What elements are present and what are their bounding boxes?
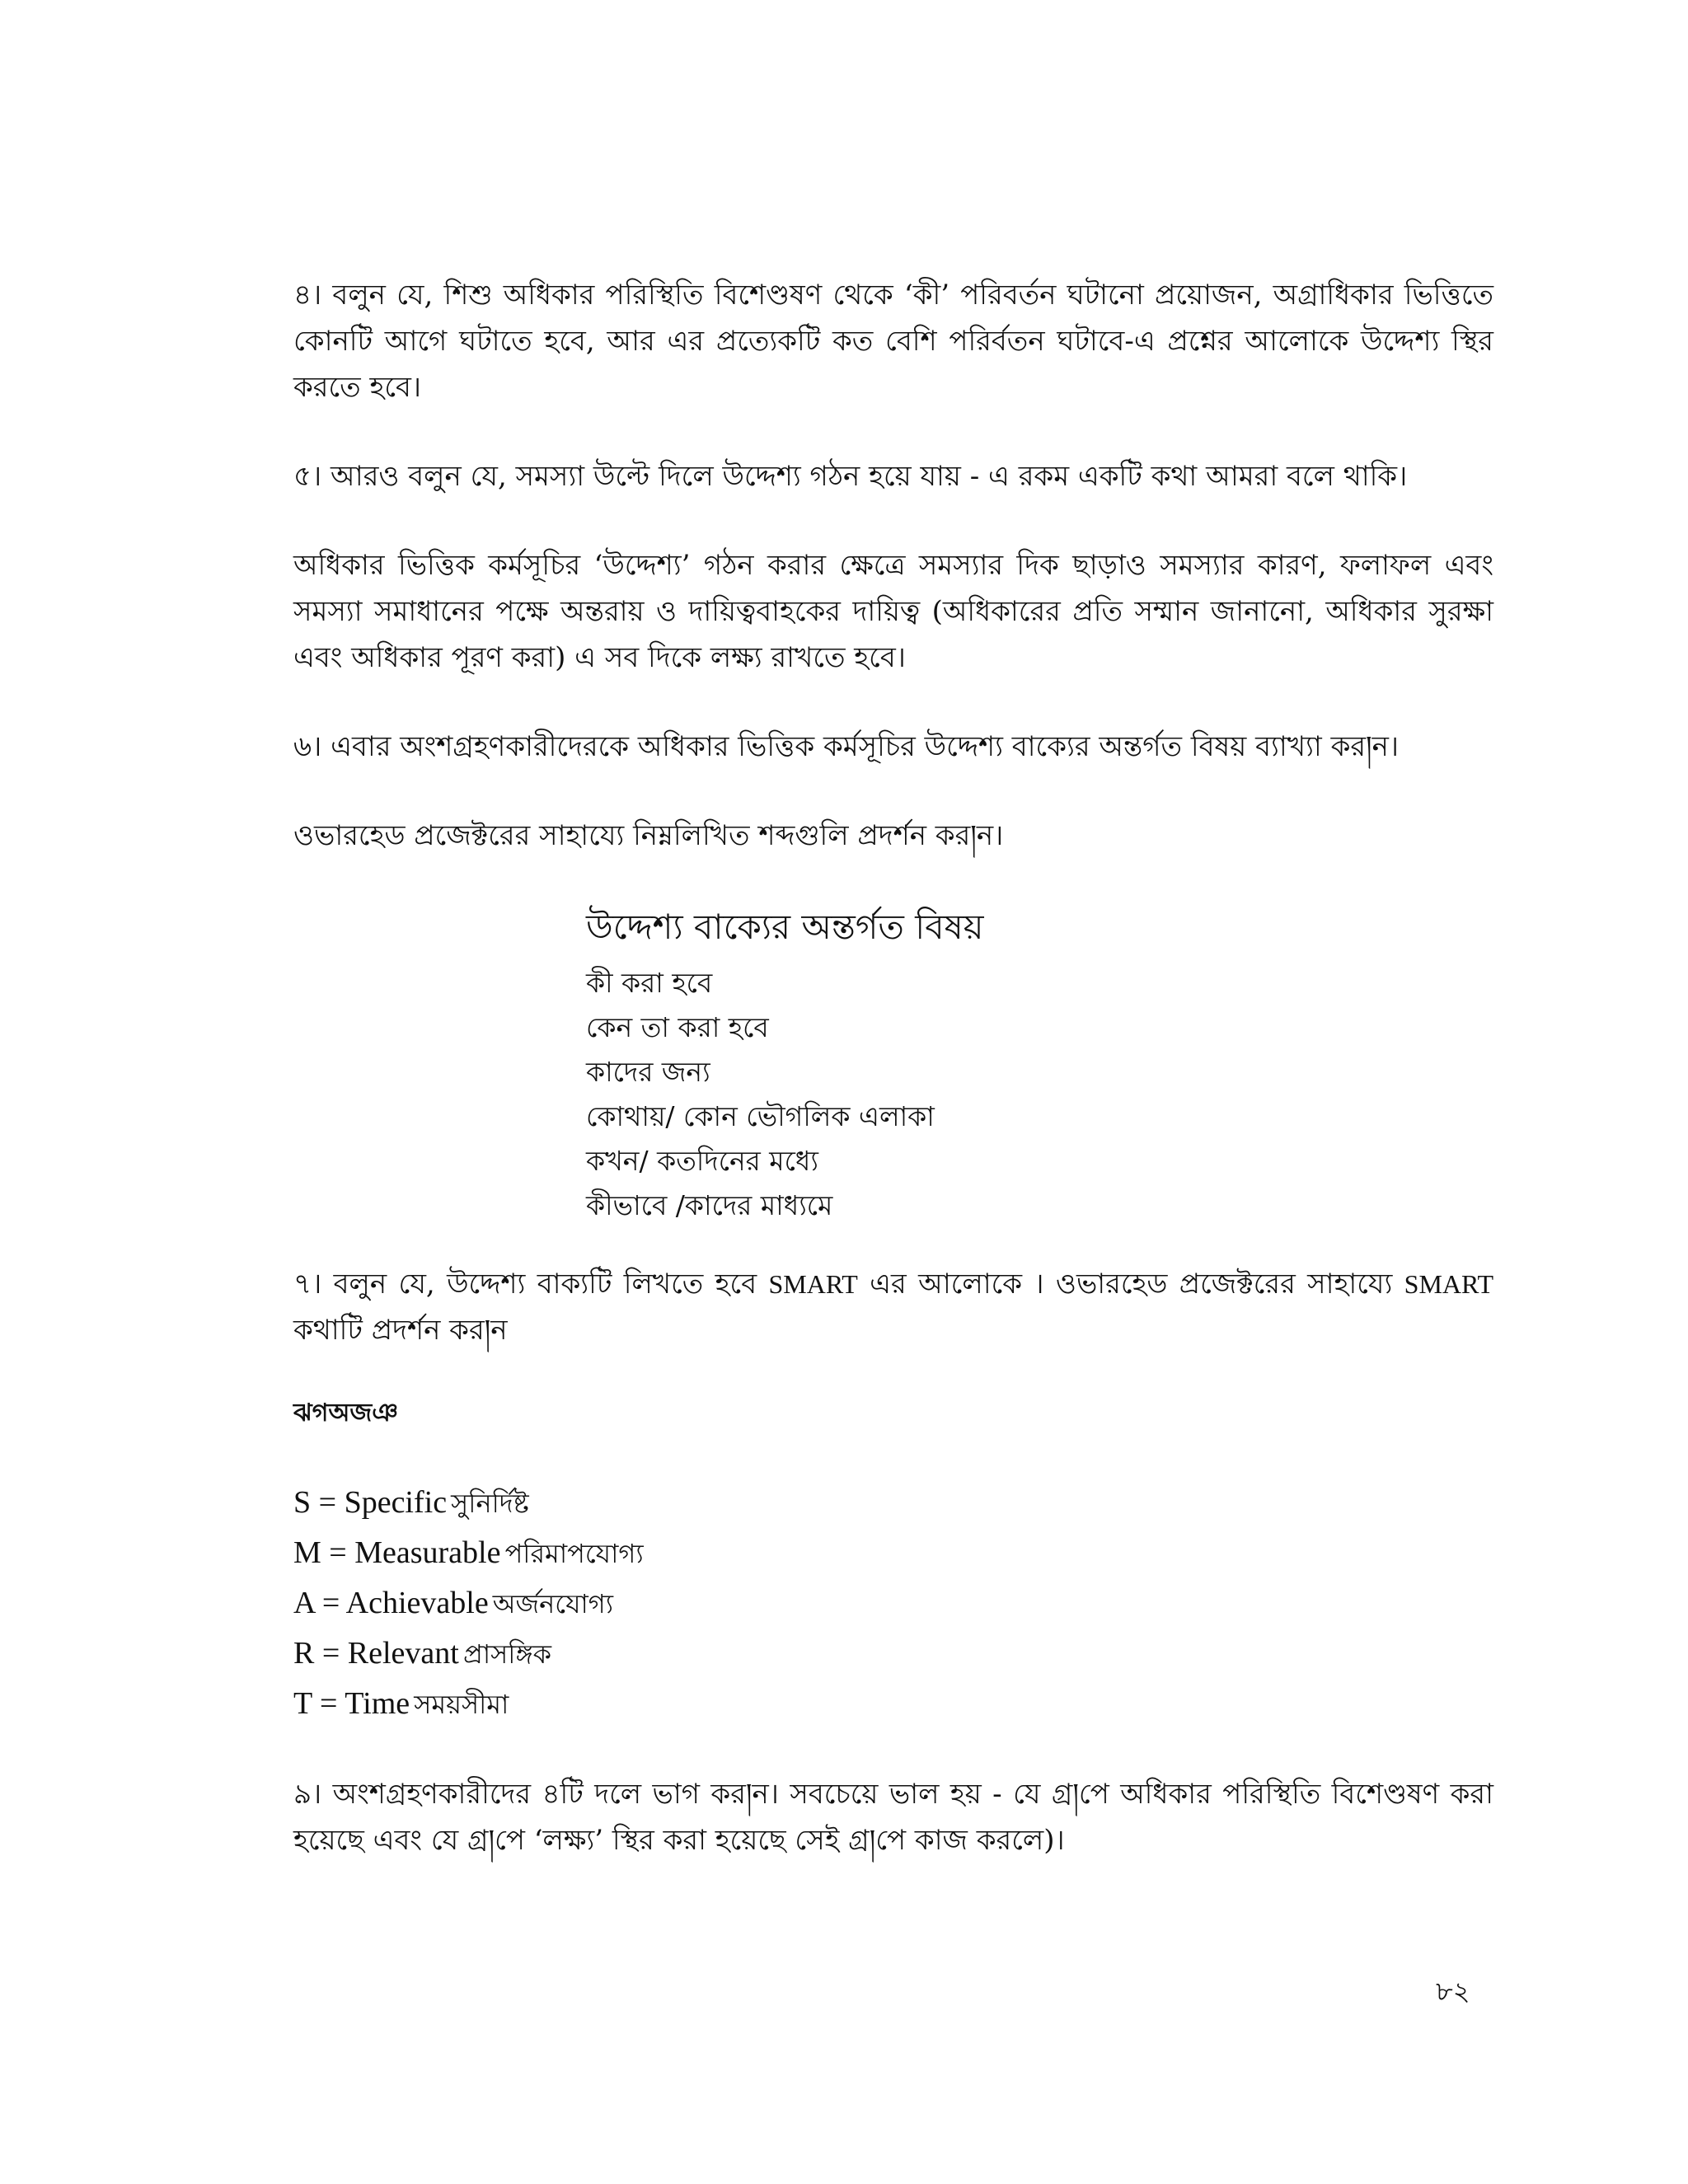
paragraph-7-text: এর আলোকে । ওভারহেড প্রজেক্টরের সাহায্যে (857, 1268, 1404, 1301)
paragraph-projector: ওভারহেড প্রজেক্টরের সাহায্যে নিম্নলিখিত শব্দগুলি প্রদর্শন কর།ন। (293, 819, 1004, 852)
smart-row (293, 1631, 1493, 1681)
box-item: কখন/ কতদিনের মধ্যে (586, 1145, 818, 1177)
smart-translation: সময়সীমা (414, 1689, 509, 1720)
smart-row (293, 1581, 1493, 1631)
smart-translation: প্রাসঙ্গিক (462, 1638, 552, 1670)
paragraph-7 (293, 1261, 1493, 1353)
paragraph-7-text: ৭। বলুন যে, উদ্দেশ্য বাক্যটি লিখতে হবে (293, 1268, 769, 1301)
smart-translation: পরিমাপযোগ্য (504, 1538, 644, 1569)
paragraph-9: ৯। অংশগ্রহণকারীদের ৪টি দলে ভাগ কর།ন। সবচেয়ে ভাল হয় - যে গ্র།পে অধিকার পরিস্থিতি বিশেণ্ডষণ করা হয়েছে এবং যে গ্র།পে ‘লক্ষ্য’ স্থির করা হয়েছে সেই গ্র།পে কাজ করলে)। (293, 1778, 1493, 1857)
smart-word: SMART (1404, 1269, 1493, 1299)
smart-row (293, 1530, 1493, 1581)
box-item: কেন তা করা হবে (586, 1011, 769, 1043)
smart-term: S = Specific (293, 1485, 448, 1520)
paragraph-7-text: কথাটি প্রদর্শন কর།ন (293, 1314, 508, 1347)
box-item: কাদের জন্য (586, 1056, 710, 1088)
smart-row (293, 1480, 1493, 1530)
smart-translation: অর্জনযোগ্য (492, 1588, 614, 1619)
smart-term: A = Achievable (293, 1586, 489, 1620)
paragraph-6: ৬। এবার অংশগ্রহণকারীদেরকে অধিকার ভিত্তিক কর্মসূচির উদ্দেশ্য বাক্যের অন্তর্গত বিষয় ব্যাখ্যা কর།ন। (293, 730, 1400, 763)
smart-translation: সুনির্দিষ্ট (451, 1488, 529, 1519)
paragraph-rights-objective: অধিকার ভিত্তিক কর্মসূচির ‘উদ্দেশ্য’ গঠন করার ক্ষেত্রে সমস্যার দিক ছাড়াও সমস্যার কারণ, ফলাফল এবং সমস্যা সমাধানের পক্ষে অন্তরায় ও দায়িত্ববাহকের দায়িত্ব (অধিকারের প্রতি সম্মান জানানো, অধিকার সুরক্ষা এবং অধিকার পূরণ করা) এ সব দিকে লক্ষ্য রাখতে হবে। (293, 549, 1493, 674)
smart-term: M = Measurable (293, 1535, 501, 1570)
page-number: ৮২ (1436, 1975, 1470, 2007)
smart-list (293, 1480, 1493, 1732)
document-page (293, 272, 1493, 1863)
box-item: কী করা হবে (586, 967, 713, 999)
box-item: কোথায়/ কোন ভৌগলিক এলাকা (586, 1100, 935, 1132)
box-title: উদ্দেশ্য বাক্যের অন্তর্গত বিষয় (586, 907, 984, 947)
smart-row (293, 1681, 1493, 1732)
box-item: কীভাবে /কাদের মাধ্যমে (586, 1189, 833, 1221)
paragraph-4: ৪। বলুন যে, শিশু অধিকার পরিস্থিতি বিশেণ্ডষণ থেকে ‘কী’ পরিবর্তন ঘটানো প্রয়োজন, অগ্রাধিকার ভিত্তিতে কোনটি আগে ঘটাতে হবে, আর এর প্রত্যেকটি কত বেশি পরির্বতন ঘটাবে-এ প্রশ্নের আলোকে উদ্দেশ্য স্থির করতে হবে। (293, 279, 1493, 404)
smart-term: R = Relevant (293, 1636, 459, 1671)
smart-term: T = Time (293, 1686, 410, 1721)
smart-heading: ঝগঅজঞ (293, 1399, 398, 1427)
objective-elements-box (586, 902, 1493, 1228)
smart-word: SMART (768, 1269, 858, 1299)
paragraph-5: ৫। আরও বলুন যে, সমস্যা উল্টে দিলে উদ্দেশ্য গঠন হয়ে যায় - এ রকম একটি কথা আমরা বলে থাকি। (293, 460, 1408, 493)
